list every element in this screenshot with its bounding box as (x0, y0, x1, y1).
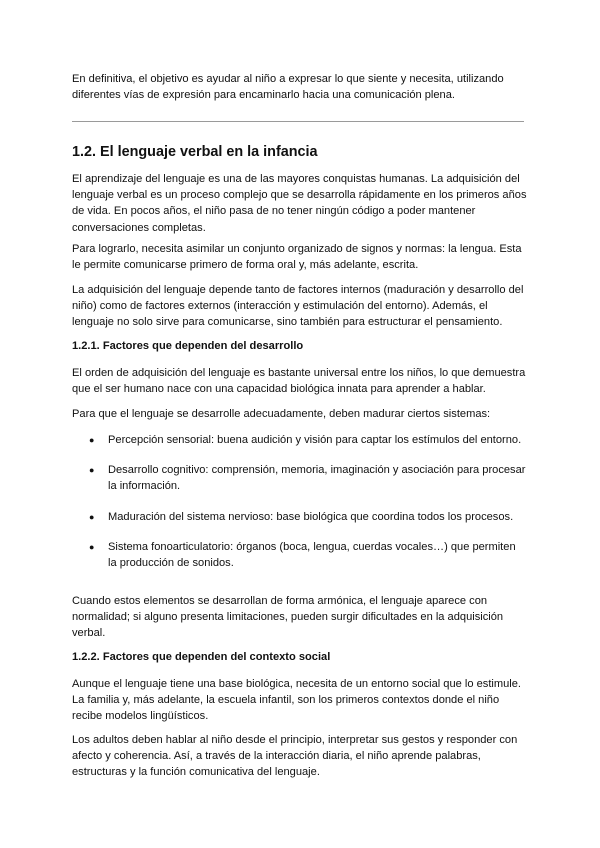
horizontal-divider (72, 121, 524, 122)
list-item (72, 432, 527, 448)
bullet-list (72, 432, 527, 571)
list-item (72, 509, 527, 525)
subsection-2-paragraph-2: Los adultos deben hablar al niño desde el principio, interpretar sus gestos y responder con afecto y coherencia. Así, a través de la interacción diaria, el niño aprende palabras, estructuras y la función comunicativa del lenguaje. (72, 734, 518, 779)
bullet-icon: ● (89, 541, 95, 552)
subsection-1-paragraph-1: El orden de adquisición del lenguaje es bastante universal entre los niños, lo que demuestra que el ser humano nace con una capacidad biológica innata para aprender a hablar. (72, 367, 526, 396)
section-paragraph-3: La adquisición del lenguaje depende tanto de factores internos (maduración y desarrollo del niño) como de factores externos (interacción y estimulación del entorno). Además, el lenguaje no solo sirve para comunicarse, sino también para estructurar el pensamiento. (72, 284, 524, 329)
list-item (72, 462, 527, 494)
bullet-icon: ● (89, 435, 95, 445)
list-item-text: Maduración del sistema nervioso: base biológica que coordina todos los procesos. (108, 510, 514, 523)
list-item-text: Sistema fonoarticulatorio: órganos (boca, lengua, cuerdas vocales…) que permiten la producción de sonidos. (108, 540, 516, 570)
bullet-icon: ● (89, 511, 95, 522)
section-title: 1.2. El lenguaje verbal en la infancia (72, 144, 318, 160)
intro-paragraph: En definitiva, el objetivo es ayudar al niño a expresar lo que siente y necesita, utilizando diferentes vías de expresión para encaminarlo hacia una comunicación plena. (72, 73, 504, 102)
subsection-1-title: 1.2.1. Factores que dependen del desarrollo (72, 340, 304, 352)
subsection-1-paragraph-2: Para que el lenguaje se desarrolle adecuadamente, deben madurar ciertos sistemas: (72, 408, 491, 420)
subsection-1-closing: Cuando estos elementos se desarrollan de forma armónica, el lenguaje aparece con normalidad; si alguno presenta limitaciones, pueden surgir dificultades en la adquisición verbal. (72, 595, 504, 640)
bullet-icon: ● (89, 465, 95, 476)
section-paragraph-1: El aprendizaje del lenguaje es una de las mayores conquistas humanas. La adquisición del lenguaje verbal es un proceso complejo que se desarrolla rápidamente en los primeros años de vida. En pocos años, el niño pasa de no tener ningún código a poder mantener conversaciones completas. (72, 173, 527, 234)
list-item (72, 539, 527, 571)
list-item-text: Percepción sensorial: buena audición y visión para captar los estímulos del entorno. (108, 434, 522, 446)
section-paragraph-2: Para lograrlo, necesita asimilar un conjunto organizado de signos y normas: la lengua. Esta le permite comunicarse primero de forma oral y, más adelante, escrita. (72, 243, 522, 272)
list-item-text: Desarrollo cognitivo: comprensión, memoria, imaginación y asociación para procesar la información. (108, 464, 526, 493)
subsection-2-paragraph-1: Aunque el lenguaje tiene una base biológica, necesita de un entorno social que lo estimule. La familia y, más adelante, la escuela infantil, son los primeros contextos donde el niño recibe modelos lingüísticos. (72, 678, 521, 723)
subsection-2-title: 1.2.2. Factores que dependen del contexto social (72, 651, 331, 663)
